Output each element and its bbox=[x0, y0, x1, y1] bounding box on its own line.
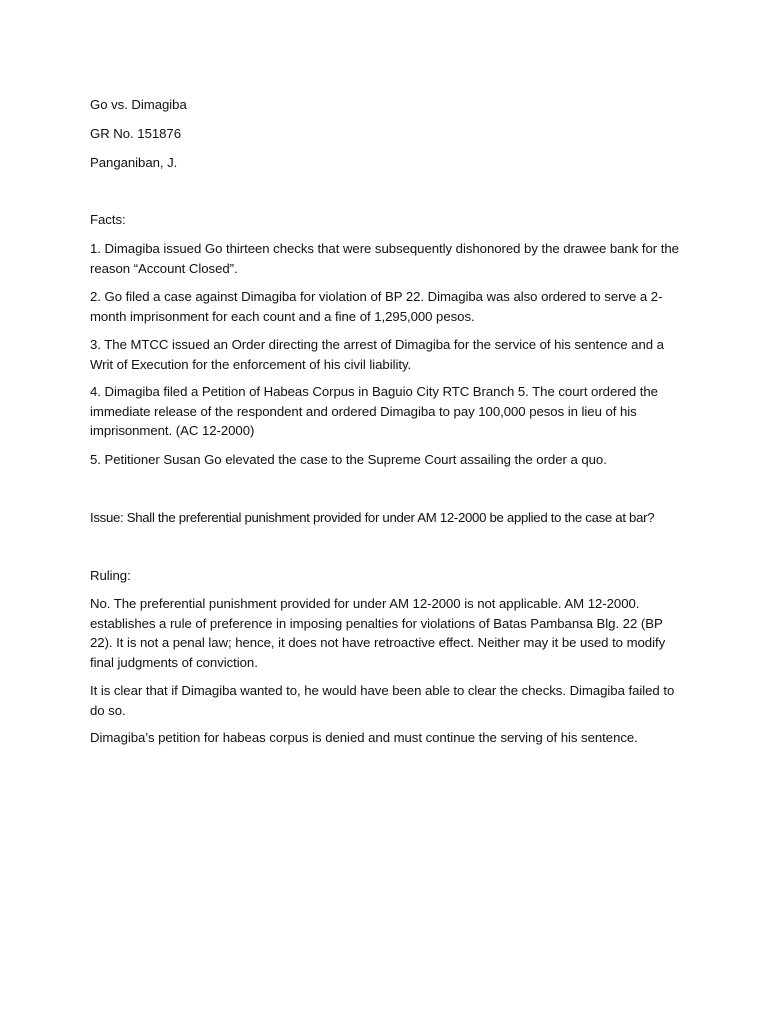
ruling-paragraph-1: No. The preferential punishment provided for under AM 12-2000 is not applicable. AM 12-2000. establishes a rule of preference in imposing penalties for violations of Batas Pambansa Blg. 22 (BP 22). It is not a penal law; hence, it does not have retroactive effect. Neither may it be used to modify final judgments of conviction. bbox=[90, 596, 666, 670]
fact-item-1: 1. Dimagiba issued Go thirteen checks that were subsequently dishonored by the drawee bank for the reason “Account Closed”. bbox=[90, 241, 679, 276]
fact-item-2: 2. Go filed a case against Dimagiba for violation of BP 22. Dimagiba was also ordered to serve a 2-month imprisonment for each count and a fine of 1,295,000 pesos. bbox=[90, 289, 663, 324]
ruling-paragraph-3: Dimagiba’s petition for habeas corpus is denied and must continue the serving of his sentence. bbox=[90, 730, 638, 745]
issue-text: Issue: Shall the preferential punishment provided for under AM 12-2000 be applied to the case at bar? bbox=[90, 510, 655, 525]
gr-number: GR No. 151876 bbox=[90, 126, 181, 141]
ruling-heading: Ruling: bbox=[90, 568, 131, 583]
fact-item-3: 3. The MTCC issued an Order directing the arrest of Dimagiba for the service of his sentence and a Writ of Execution for the enforcement of his civil liability. bbox=[90, 337, 664, 372]
ruling-paragraph-2: It is clear that if Dimagiba wanted to, he would have been able to clear the checks. Dimagiba failed to do so. bbox=[90, 683, 675, 718]
ponente: Panganiban, J. bbox=[90, 155, 178, 170]
facts-heading: Facts: bbox=[90, 212, 126, 227]
fact-item-5: 5. Petitioner Susan Go elevated the case to the Supreme Court assailing the order a quo. bbox=[90, 452, 607, 467]
case-title: Go vs. Dimagiba bbox=[90, 97, 187, 112]
fact-item-4: 4. Dimagiba filed a Petition of Habeas Corpus in Baguio City RTC Branch 5. The court ordered the immediate release of the respondent and ordered Dimagiba to pay 100,000 pesos in lieu of his imprisonment. (AC 12-2000) bbox=[90, 384, 658, 438]
